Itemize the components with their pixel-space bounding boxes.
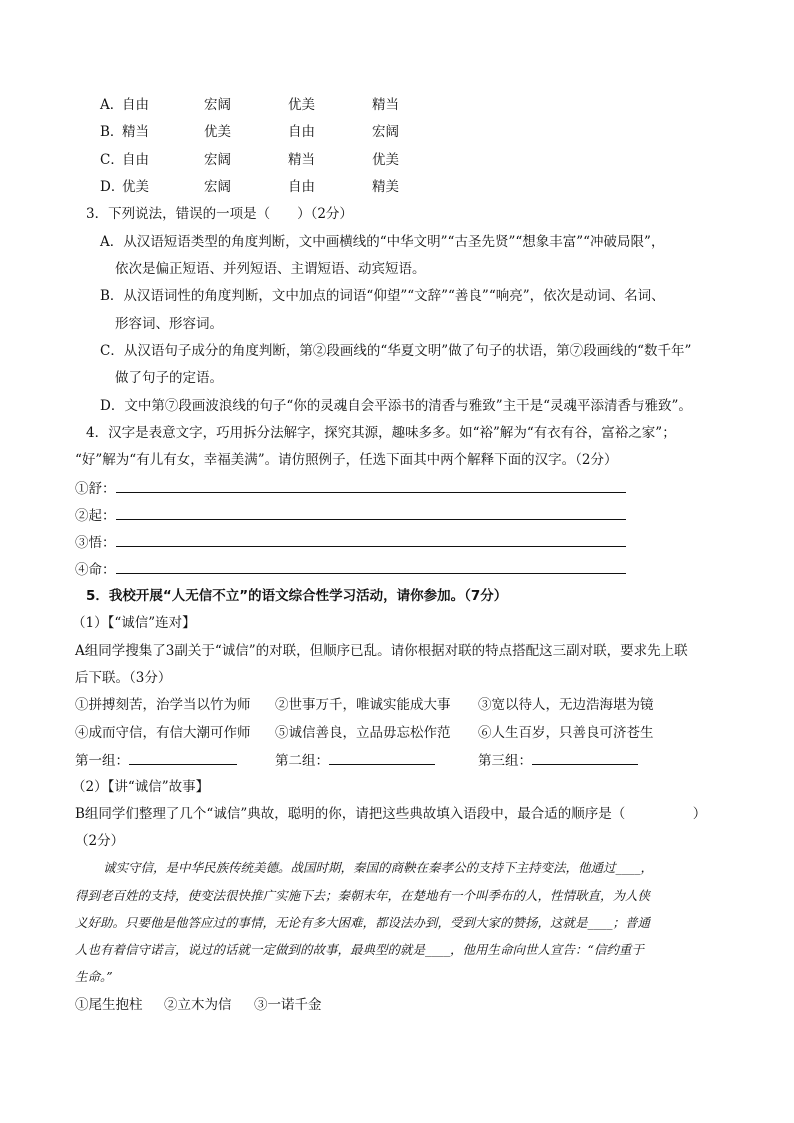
question-3-option-c: C．从汉语句子成分的角度判断，第②段画线的“华夏文明”做了句子的状语，第⑦段画线的“数千年”: [100, 343, 692, 359]
answer-blank[interactable]: [116, 478, 626, 493]
question-4-stem: 4．汉字是表意文字，巧用拆分法解字，探究其源，趣味多多。如“裕”解为“有衣有谷，富裕之家”；: [86, 425, 676, 441]
part-1-stem-cont: 后下联。（3分）: [75, 670, 172, 686]
answer-blank[interactable]: [129, 750, 237, 765]
answer-blank[interactable]: [116, 559, 626, 574]
passage-line: 人也有着信守诺言，说过的话就一定做到的故事，最典型的就是____，他用生命向世人宣告：“信约重于: [75, 942, 644, 957]
option-word: 优美: [372, 152, 399, 168]
answer-label: ①舒：: [75, 481, 116, 497]
option-word: 宏阔: [204, 97, 231, 113]
option-label: B．: [100, 124, 124, 140]
option-label: D．: [100, 179, 125, 195]
answer-blank[interactable]: [116, 505, 626, 520]
option-word: 宏阔: [204, 179, 231, 195]
story-option: ①尾生抱柱: [75, 997, 143, 1013]
answer-blank[interactable]: [532, 750, 638, 765]
answer-line-ming[interactable]: [75, 559, 626, 580]
answer-label: ③悟：: [75, 535, 116, 551]
couplet-line: ⑥人生百岁，只善良可济苍生: [478, 725, 654, 741]
question-3-option-b-cont: 形容词、形容词。: [115, 316, 223, 332]
group-label: 第一组：: [75, 753, 129, 769]
part-1-title: （1）【“诚信”连对】: [72, 615, 196, 631]
question-3-option-d: D．文中第⑦段画波浪线的句子“你的灵魂自会平添书的清香与雅致”主干是“灵魂平添清香与雅致”。: [100, 398, 692, 414]
option-word: 自由: [288, 179, 315, 195]
part-2-stem: B组同学们整理了几个“诚信”典故，聪明的你，请把这些典故填入语段中，最合适的顺序是（ ）: [75, 806, 707, 822]
option-word: 精美: [372, 179, 399, 195]
answer-blank[interactable]: [329, 750, 435, 765]
passage-line: 生命。”: [75, 969, 113, 984]
option-word: 自由: [122, 152, 149, 168]
couplet-line: ①拼搏刻苦，治学当以竹为师: [75, 697, 251, 713]
group-label: 第二组：: [275, 753, 329, 769]
couplet-line: ⑤诚信善良，立品毋忘松作范: [275, 725, 451, 741]
option-word: 优美: [288, 97, 315, 113]
option-word: 宏阔: [204, 152, 231, 168]
answer-line-qi[interactable]: [75, 505, 626, 526]
group-label: 第三组：: [478, 753, 532, 769]
passage-line: 义好助。只要他是他答应过的事情，无论有多大困难，都设法办到，受到大家的赞扬，这就是____；普通: [75, 915, 651, 930]
passage-line: 得到老百姓的支持，使变法很快推广实施下去；秦朝末年，在楚地有一个叫季布的人，性情耿直，为人侠: [75, 888, 651, 903]
option-label: A．: [100, 97, 124, 113]
group-one-answer[interactable]: [75, 750, 237, 771]
part-1-stem: A组同学搜集了3副关于“诚信”的对联，但顺序已乱。请你根据对联的特点搭配这三副对联，要求先上联: [75, 643, 688, 659]
group-two-answer[interactable]: [275, 750, 435, 771]
answer-label: ④命：: [75, 562, 116, 578]
question-3-stem: 3．下列说法，错误的一项是（ ）（2分）: [86, 206, 353, 222]
couplet-line: ③宽以待人，无边浩海堪为镜: [478, 697, 654, 713]
answer-blank[interactable]: [116, 532, 626, 547]
option-word: 精当: [288, 152, 315, 168]
couplet-line: ④成而守信，有信大潮可作师: [75, 725, 251, 741]
option-word: 精当: [122, 124, 149, 140]
group-three-answer[interactable]: [478, 750, 638, 771]
answer-label: ②起：: [75, 508, 116, 524]
question-3-option-a-cont: 依次是偏正短语、并列短语、主谓短语、动宾短语。: [115, 261, 426, 277]
answer-line-shu[interactable]: [75, 478, 626, 499]
question-4-stem-cont: “好”解为“有儿有女，幸福美满”。请仿照例子，任选下面其中两个解释下面的汉字。（2分）: [75, 452, 618, 468]
question-3-option-a: A．从汉语短语类型的角度判断，文中画横线的“中华文明”“古圣先贤”“想象丰富”“冲破局限”，: [100, 234, 665, 250]
option-word: 优美: [204, 124, 231, 140]
question-3-option-c-cont: 做了句子的定语。: [115, 370, 223, 386]
part-2-stem-cont: （2分）: [75, 833, 125, 849]
part-2-title: （2）【讲“诚信”故事】: [72, 779, 210, 795]
answer-line-wu[interactable]: [75, 532, 626, 553]
couplet-line: ②世事万千，唯诚实能成大事: [275, 697, 451, 713]
question-3-option-b: B．从汉语词性的角度判断，文中加点的词语“仰望”“文辞”“善良”“响亮”，依次是动词、名词、: [100, 288, 665, 304]
option-label: C．: [100, 152, 124, 168]
option-word: 自由: [122, 97, 149, 113]
option-word: 优美: [122, 179, 149, 195]
passage-line: 诚实守信，是中华民族传统美德。战国时期，秦国的商鞅在秦孝公的支持下主持变法，他通过____，: [103, 860, 654, 875]
story-option: ②立木为信: [164, 997, 232, 1013]
option-word: 精当: [372, 97, 399, 113]
option-word: 宏阔: [372, 124, 399, 140]
question-5-title: 5．我校开展“人无信不立”的语文综合性学习活动，请你参加。（7分）: [86, 588, 508, 604]
option-word: 自由: [288, 124, 315, 140]
story-option: ③一诺千金: [254, 997, 322, 1013]
